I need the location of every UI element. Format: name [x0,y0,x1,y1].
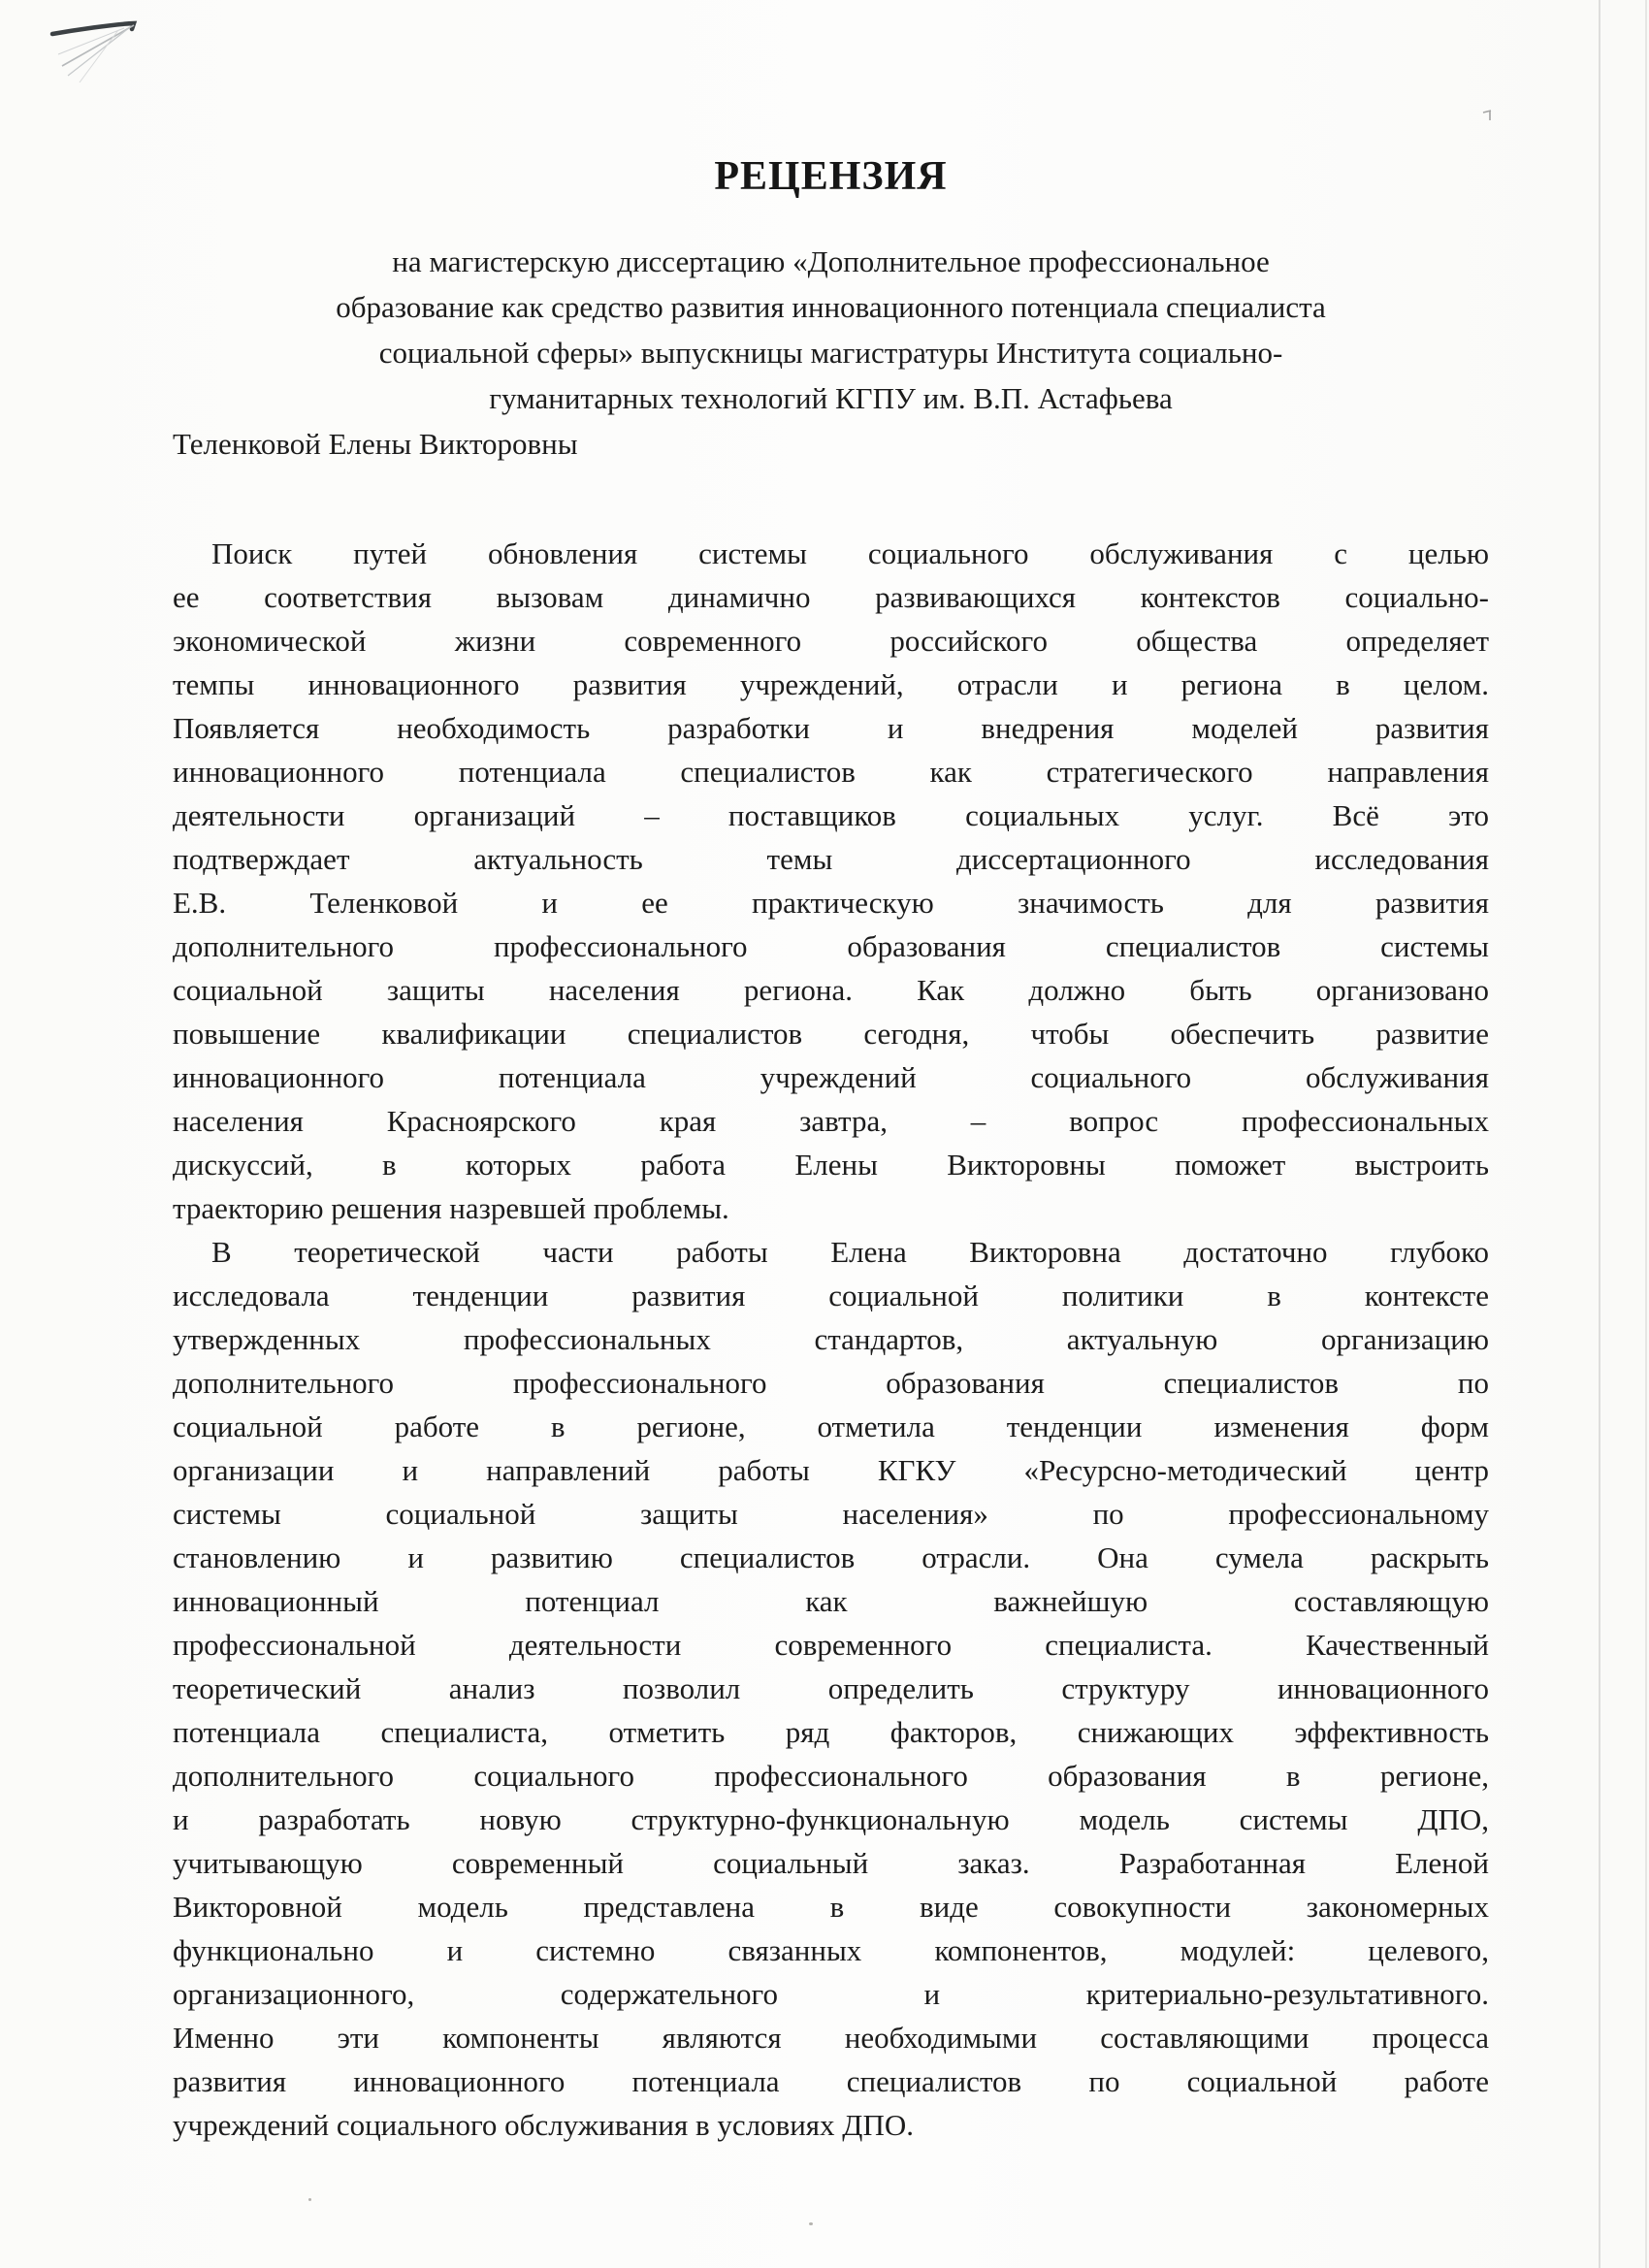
text-line: утвержденных профессиональных стандартов, актуальную организацию [173,1322,1489,1356]
text-line: инновационный потенциал как важнейшую составляющую [173,1584,1489,1618]
text-line: учреждений социального обслуживания в условиях ДПО. [173,2108,914,2142]
text-line: и разработать новую структурно-функциональную модель системы ДПО, [173,1802,1489,1836]
text-line: дополнительного профессионального образования специалистов по [173,1366,1489,1400]
paragraph-1 [173,532,1489,1230]
document-subtitle [173,239,1489,467]
text-line: дополнительного социального профессионального образования в регионе, [173,1759,1489,1793]
text-line: экономической жизни современного российского общества определяет [173,624,1489,658]
text-line: дополнительного профессионального образования специалистов системы [173,929,1489,963]
document-body [173,532,1489,2147]
text-line: ее соответствия вызовам динамично развивающихся контекстов социально- [173,580,1489,614]
paragraph-2 [173,1230,1489,2147]
text-line: подтверждает актуальность темы диссертационного исследования [173,842,1489,876]
text-line: дискуссий, в которых работа Елены Викторовны поможет выстроить [173,1148,1489,1182]
text-line: профессиональной деятельности современного специалиста. Качественный [173,1628,1489,1662]
text-line: населения Красноярского края завтра, – вопрос профессиональных [173,1104,1489,1138]
text-line: системы социальной защиты населения» по профессиональному [173,1497,1489,1531]
text-line: инновационного потенциала учреждений социального обслуживания [173,1060,1489,1094]
text-line: инновационного потенциала специалистов как стратегического направления [173,755,1489,789]
text-line: организационного, содержательного и критериально-результативного. [173,1977,1489,2011]
text-line: социальной сферы» выпускницы магистратуры Института социально- [378,336,1283,370]
text-line: Именно эти компоненты являются необходимыми составляющими процесса [173,2021,1489,2055]
text-line: темпы инновационного развития учреждений, отрасли и региона в целом. [173,667,1489,701]
text-line: исследовала тенденции развития социальной политики в контексте [173,1279,1489,1312]
text-line: Появляется необходимость разработки и внедрения моделей развития [173,711,1489,745]
text-line: повышение квалификации специалистов сегодня, чтобы обеспечить развитие [173,1017,1489,1051]
text-line: на магистерскую диссертацию «Дополнительное профессиональное [392,244,1270,278]
scan-speck [809,2222,813,2225]
scan-fold-line [1599,0,1600,2268]
stray-ink-speck-icon [1480,109,1496,129]
text-line: Е.В. Теленковой и ее практическую значимость для развития [173,886,1489,920]
text-line: функционально и системно связанных компонентов, модулей: целевого, [173,1933,1489,1967]
text-line: Теленковой Елены Викторовны [173,427,578,461]
text-line: социальной работе в регионе, отметила тенденции изменения форм [173,1409,1489,1443]
text-line: становлению и развитию специалистов отрасли. Она сумела раскрыть [173,1540,1489,1574]
text-line: развития инновационного потенциала специалистов по социальной работе [173,2064,1489,2098]
text-line: учитывающую современный социальный заказ. Разработанная Еленой [173,1846,1489,1880]
pen-scribble-mark [41,10,225,107]
text-line: В теоретической части работы Елена Викторовна достаточно глубоко [211,1235,1489,1269]
text-line: организации и направлений работы КГКУ «Ресурсно-методический центр [173,1453,1489,1487]
text-line: деятельности организаций – поставщиков социальных услуг. Всё это [173,798,1489,832]
text-line: теоретический анализ позволил определить структуру инновационного [173,1671,1489,1705]
scan-speck [308,2198,311,2201]
text-line: социальной защиты населения региона. Как должно быть организовано [173,973,1489,1007]
document-title: РЕЦЕНЗИЯ [714,154,948,199]
text-line: Поиск путей обновления системы социального обслуживания с целью [211,536,1489,570]
text-line: траекторию решения назревшей проблемы. [173,1191,729,1225]
text-line: Викторовной модель представлена в виде совокупности закономерных [173,1890,1489,1924]
text-line: образование как средство развития инновационного потенциала специалиста [336,290,1326,324]
scan-edge-line [1645,0,1647,2268]
text-line: гуманитарных технологий КГПУ им. В.П. Астафьева [489,381,1173,415]
text-line: потенциала специалиста, отметить ряд факторов, снижающих эффективность [173,1715,1489,1749]
